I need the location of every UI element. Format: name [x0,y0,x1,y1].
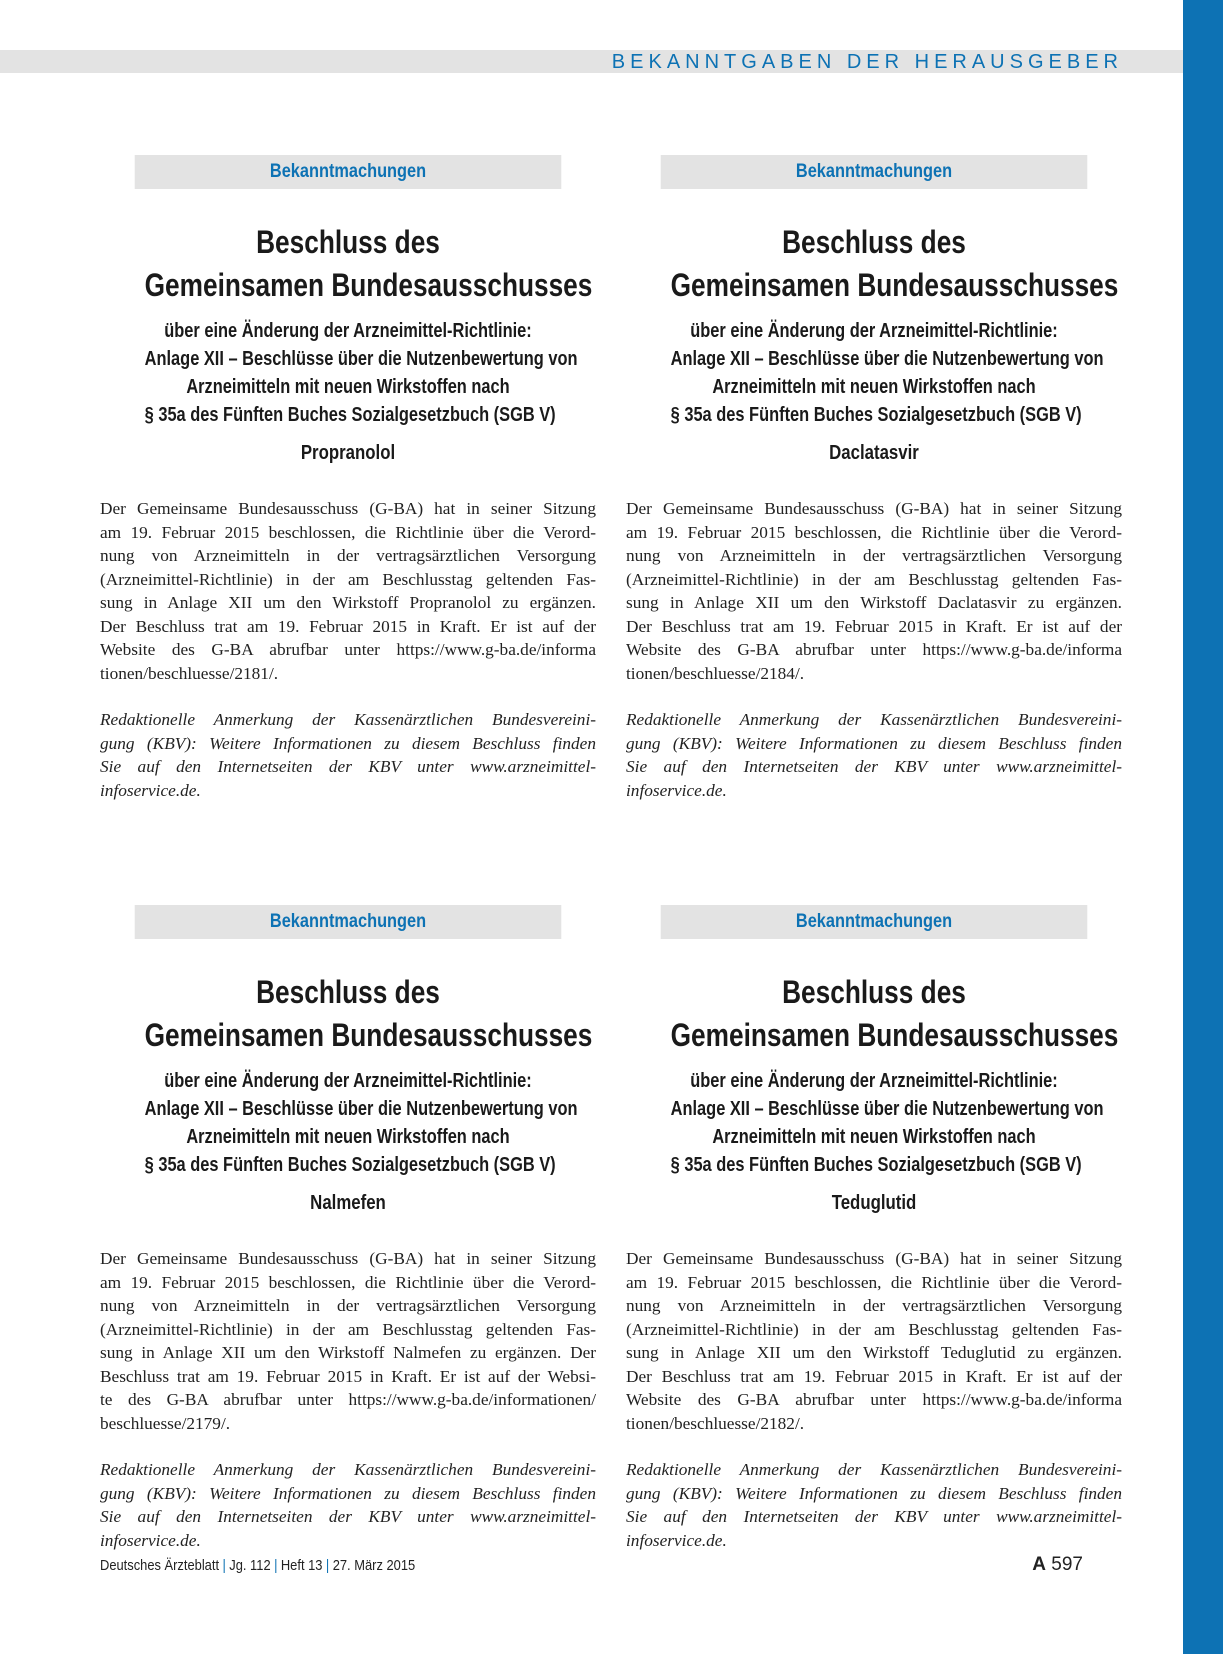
footer-separator: | [274,1557,278,1574]
editorial-note [626,708,1122,802]
note-line: Redaktionelle Anmerkung der Kassenärztlichen Bundesvereini- [100,1460,596,1479]
substance-name: Propranolol [300,442,396,464]
body-line: Der Gemeinsame Bundesausschuss (G-BA) hat in seiner Sitzung [626,499,1122,518]
body-line: Website des G-BA abrufbar unter https://www.g-ba.de/informa [626,640,1122,659]
note-line: gung (KBV): Weitere Informationen zu diesem Beschluss finden [100,733,596,753]
substance-name: Nalmefen [310,1192,386,1214]
page-number-value: 597 [1051,1554,1083,1575]
article-title [670,221,1119,307]
article-body [100,497,596,685]
note-line: gung (KBV): Weitere Informationen zu diesem Beschluss finden [626,1483,1122,1503]
body-line: Der Gemeinsame Bundesausschuss (G-BA) hat in seiner Sitzung [100,499,596,518]
body-line: sung in Anlage XII um den Wirkstoff Teduglutid zu ergänzen. [626,1343,1122,1362]
body-line: nung von Arzneimitteln in der vertragsärztlichen Versorgung [100,546,596,565]
body-line: am 19. Februar 2015 beschlossen, die Richtlinie über die Verord- [626,1272,1122,1292]
body-line: Website des G-BA abrufbar unter https://www.g-ba.de/informa [626,1390,1122,1409]
note-line: infoservice.de. [100,1530,201,1550]
subtitle-line: Anlage XII – Beschlüsse über die Nutzenbewertung von [670,348,1104,370]
article-body [626,1247,1122,1435]
body-line: tionen/beschluesse/2184/. [626,663,805,683]
body-line: (Arzneimittel-Richtlinie) in der am Beschlusstag geltenden Fas- [626,1319,1122,1339]
right-accent-bar [1183,0,1223,1654]
body-line: beschluesse/2179/. [100,1413,231,1433]
subtitle-line: Arzneimitteln mit neuen Wirkstoffen nach [712,376,1036,398]
article-daclatasvir [626,155,1122,802]
article-subtitle [144,1067,578,1179]
title-line: Gemeinsamen Bundesausschusses [670,1017,1119,1053]
subtitle-line: über eine Änderung der Arzneimittel-Richtlinie: [690,1070,1058,1092]
body-line: (Arzneimittel-Richtlinie) in der am Beschlusstag geltenden Fas- [626,569,1122,589]
subtitle-line: § 35a des Fünften Buches Sozialgesetzbuch (SGB V) [670,404,1082,426]
title-line: Gemeinsamen Bundesausschusses [144,267,593,303]
body-line: sung in Anlage XII um den Wirkstoff Nalmefen zu ergänzen. Der [100,1343,596,1362]
page-number [1032,1553,1083,1577]
article-title [144,971,593,1057]
subtitle-line: Anlage XII – Beschlüsse über die Nutzenbewertung von [144,348,578,370]
body-line: Der Beschluss trat am 19. Februar 2015 in Kraft. Er ist auf der [100,616,596,636]
page-footer [100,1556,415,1576]
body-line: te des G-BA abrufbar unter https://www.g-ba.de/informationen/ [100,1390,596,1409]
substance-name: Teduglutid [831,1192,917,1214]
article-teduglutid [626,905,1122,1552]
body-line: Der Gemeinsame Bundesausschuss (G-BA) hat in seiner Sitzung [100,1249,596,1268]
article-subtitle [670,317,1104,429]
title-line: Beschluss des [782,224,966,260]
article-body [100,1247,596,1435]
article-label: Bekanntmachungen [661,155,1088,189]
subtitle-line: Arzneimitteln mit neuen Wirkstoffen nach [712,1126,1036,1148]
page-prefix: A [1032,1554,1047,1575]
title-line: Gemeinsamen Bundesausschusses [144,1017,593,1053]
journal-volume: Jg. 112 [229,1557,271,1574]
title-line: Beschluss des [782,974,966,1010]
body-line: Der Beschluss trat am 19. Februar 2015 in Kraft. Er ist auf der [626,616,1122,636]
editorial-note [626,1458,1122,1552]
note-line: Sie auf den Internetseiten der KBV unter www.arzneimittel- [100,757,596,776]
body-line: nung von Arzneimitteln in der vertragsärztlichen Versorgung [100,1296,596,1315]
subtitle-line: über eine Änderung der Arzneimittel-Richtlinie: [164,1070,532,1092]
title-line: Gemeinsamen Bundesausschusses [670,267,1119,303]
subtitle-line: § 35a des Fünften Buches Sozialgesetzbuch (SGB V) [144,404,556,426]
journal-issue: Heft 13 [280,1557,323,1574]
journal-date: 27. März 2015 [332,1557,416,1574]
subtitle-line: Anlage XII – Beschlüsse über die Nutzenbewertung von [670,1098,1104,1120]
note-line: Sie auf den Internetseiten der KBV unter www.arzneimittel- [626,1507,1122,1526]
note-line: infoservice.de. [626,1530,727,1550]
body-line: (Arzneimittel-Richtlinie) in der am Beschlusstag geltenden Fas- [100,1319,596,1339]
article-title [144,221,593,307]
article-subtitle [144,317,578,429]
body-line: sung in Anlage XII um den Wirkstoff Daclatasvir zu ergänzen. [626,593,1122,612]
subtitle-line: über eine Änderung der Arzneimittel-Richtlinie: [164,320,532,342]
editorial-note [100,708,596,802]
note-line: infoservice.de. [626,780,727,800]
body-line: nung von Arzneimitteln in der vertragsärztlichen Versorgung [626,546,1122,565]
subtitle-line: Anlage XII – Beschlüsse über die Nutzenbewertung von [144,1098,578,1120]
body-line: am 19. Februar 2015 beschlossen, die Richtlinie über die Verord- [100,522,596,542]
note-line: Redaktionelle Anmerkung der Kassenärztlichen Bundesvereini- [626,710,1122,729]
note-line: Sie auf den Internetseiten der KBV unter www.arzneimittel- [626,757,1122,776]
article-nalmefen [100,905,596,1552]
article-propranolol [100,155,596,802]
subtitle-line: Arzneimitteln mit neuen Wirkstoffen nach [186,1126,510,1148]
body-line: tionen/beschluesse/2181/. [100,663,279,683]
note-line: gung (KBV): Weitere Informationen zu diesem Beschluss finden [626,733,1122,753]
note-line: Sie auf den Internetseiten der KBV unter www.arzneimittel- [100,1507,596,1526]
note-line: gung (KBV): Weitere Informationen zu diesem Beschluss finden [100,1483,596,1503]
journal-name: Deutsches Ärzteblatt [100,1557,220,1574]
body-line: Der Beschluss trat am 19. Februar 2015 in Kraft. Er ist auf der [626,1366,1122,1386]
footer-separator: | [325,1557,330,1574]
body-line: Der Gemeinsame Bundesausschuss (G-BA) hat in seiner Sitzung [626,1249,1122,1268]
note-line: Redaktionelle Anmerkung der Kassenärztlichen Bundesvereini- [100,710,596,729]
body-line: Beschluss trat am 19. Februar 2015 in Kraft. Er ist auf der Websi- [100,1366,596,1386]
article-label: Bekanntmachungen [135,905,562,939]
substance-name: Daclatasvir [829,442,919,464]
body-line: am 19. Februar 2015 beschlossen, die Richtlinie über die Verord- [100,1272,596,1292]
title-line: Beschluss des [256,974,440,1010]
title-line: Beschluss des [256,224,440,260]
article-label: Bekanntmachungen [135,155,562,189]
section-title: BEKANNTGABEN DER HERAUSGEBER [611,51,1123,73]
article-label: Bekanntmachungen [661,905,1088,939]
article-title [670,971,1119,1057]
note-line: infoservice.de. [100,780,201,800]
subtitle-line: Arzneimitteln mit neuen Wirkstoffen nach [186,376,510,398]
body-line: sung in Anlage XII um den Wirkstoff Propranolol zu ergänzen. [100,593,596,612]
article-subtitle [670,1067,1104,1179]
subtitle-line: über eine Änderung der Arzneimittel-Richtlinie: [690,320,1058,342]
body-line: (Arzneimittel-Richtlinie) in der am Beschlusstag geltenden Fas- [100,569,596,589]
editorial-note [100,1458,596,1552]
footer-separator: | [222,1557,226,1574]
subtitle-line: § 35a des Fünften Buches Sozialgesetzbuch (SGB V) [144,1154,556,1176]
article-body [626,497,1122,685]
body-line: tionen/beschluesse/2182/. [626,1413,805,1433]
subtitle-line: § 35a des Fünften Buches Sozialgesetzbuch (SGB V) [670,1154,1082,1176]
body-line: am 19. Februar 2015 beschlossen, die Richtlinie über die Verord- [626,522,1122,542]
body-line: nung von Arzneimitteln in der vertragsärztlichen Versorgung [626,1296,1122,1315]
note-line: Redaktionelle Anmerkung der Kassenärztlichen Bundesvereini- [626,1460,1122,1479]
body-line: Website des G-BA abrufbar unter https://www.g-ba.de/informa [100,640,596,659]
